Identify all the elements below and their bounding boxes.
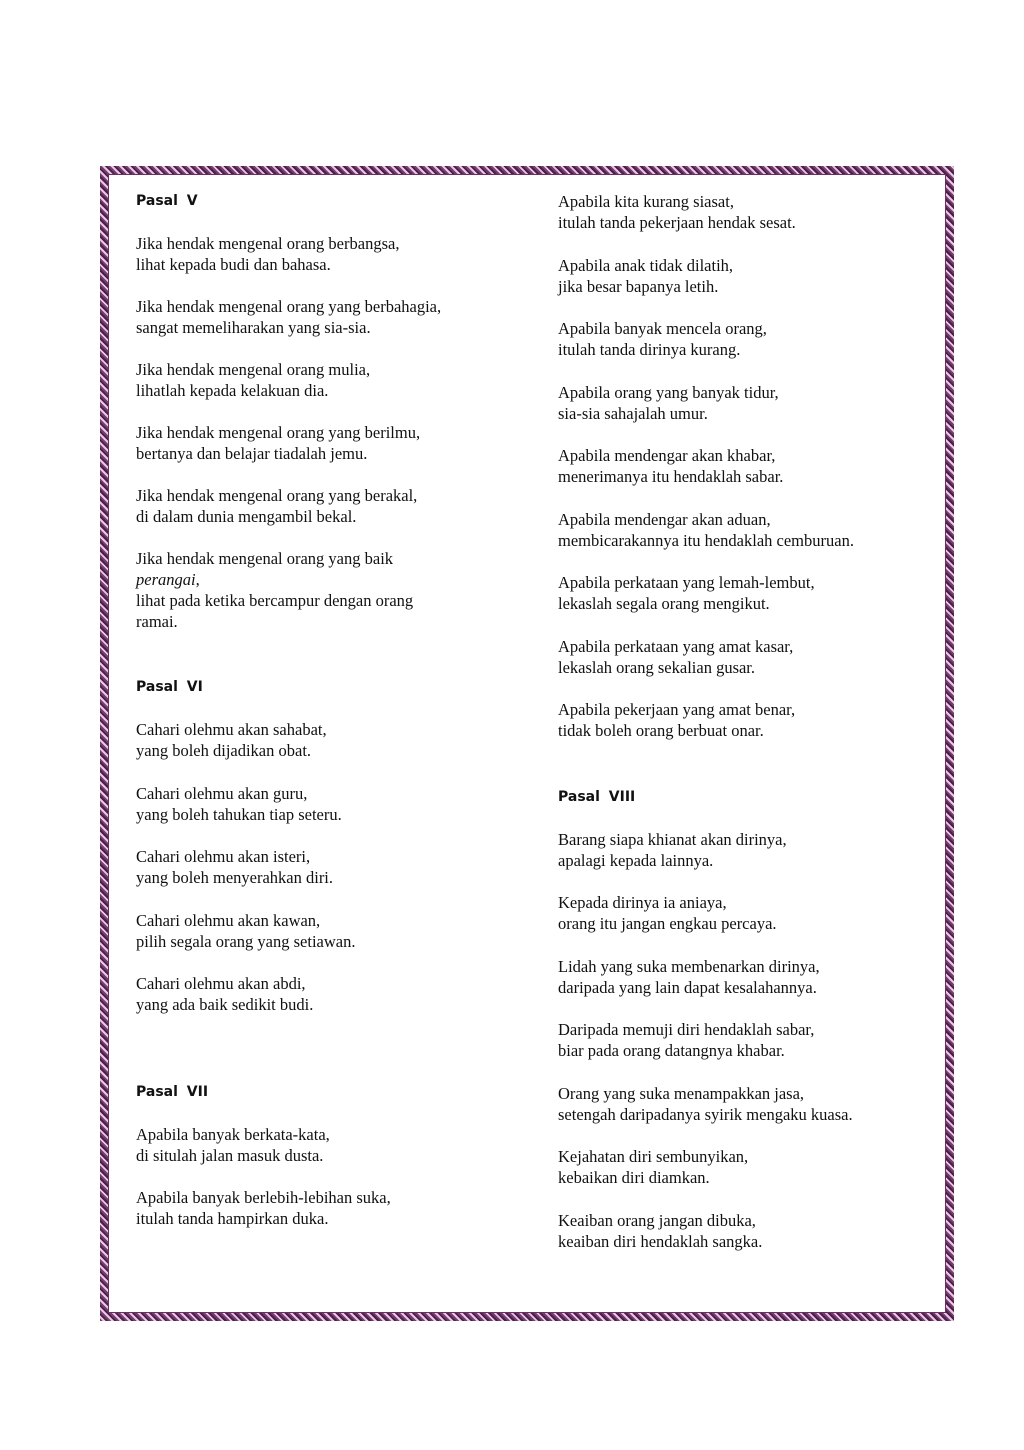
stanza-line: yang boleh tahukan tiap seteru.	[136, 804, 342, 824]
stanza-line: Apabila kita kurang siasat,	[558, 192, 734, 211]
stanza-line: lekaslah segala orang mengikut.	[558, 594, 770, 613]
stanza-line: tidak boleh orang berbuat onar.	[558, 721, 764, 740]
comma: ,	[195, 570, 200, 589]
stanza-line: yang boleh dijadikan obat.	[136, 741, 312, 760]
stanza-line: di dalam dunia mengambil bekal.	[136, 507, 357, 526]
heading-pasal-5: Pasal V	[136, 193, 198, 209]
stanza-line: lekaslah orang sekalian gusar.	[558, 657, 756, 677]
pasal-5-stanzas	[136, 233, 516, 548]
stanza-line: Apabila mendengar akan aduan,	[558, 509, 771, 529]
stanza	[558, 191, 948, 233]
stanza	[558, 829, 948, 871]
stanza-line: bertanya dan belajar tiadalah jemu.	[136, 444, 368, 463]
stanza	[558, 445, 948, 487]
stanza-line: Apabila perkataan yang amat kasar,	[558, 636, 794, 656]
pasal-8-stanzas	[558, 829, 948, 1274]
stanza-line: Jika hendak mengenal orang yang berbahagia,	[136, 297, 442, 316]
stanza-line: di situlah jalan masuk dusta.	[136, 1145, 324, 1165]
stanza	[136, 359, 516, 401]
stanza	[136, 548, 516, 632]
stanza	[136, 973, 516, 1015]
stanza	[558, 1210, 948, 1252]
right-column	[558, 191, 948, 1273]
stanza-line: Cahari olehmu akan abdi,	[136, 974, 306, 993]
stanza-line: yang ada baik sedikit budi.	[136, 995, 314, 1014]
stanza	[558, 636, 948, 678]
stanza-line: Jika hendak mengenal orang yang baik	[136, 549, 394, 568]
stanza	[558, 956, 948, 998]
pasal-7-continued-stanzas	[558, 191, 948, 763]
stanza	[558, 1019, 948, 1061]
pasal-7-stanzas	[136, 1124, 516, 1251]
stanza-line: Apabila mendengar akan khabar,	[558, 446, 776, 465]
pasal-6-stanzas	[136, 719, 516, 1037]
stanza-line: Cahari olehmu akan isteri,	[136, 847, 311, 866]
stanza-line: itulah tanda hampirkan duka.	[136, 1209, 329, 1228]
stanza	[558, 509, 948, 551]
stanza	[136, 846, 516, 888]
stanza-line: Cahari olehmu akan kawan,	[136, 910, 321, 930]
stanza	[558, 255, 948, 297]
stanza-line: menerimanya itu hendaklah sabar.	[558, 467, 784, 486]
stanza	[136, 719, 516, 761]
stanza-line: Barang siapa khianat akan dirinya,	[558, 829, 787, 849]
stanza-line: Cahari olehmu akan sahabat,	[136, 720, 327, 739]
stanza	[136, 910, 516, 952]
stanza-line: Orang yang suka menampakkan jasa,	[558, 1083, 805, 1103]
stanza-line: Apabila perkataan yang lemah-lembut,	[558, 573, 815, 592]
heading-pasal-7: Pasal VII	[136, 1083, 209, 1100]
stanza	[558, 1083, 948, 1125]
stanza-line: Jika hendak mengenal orang yang berakal,	[136, 486, 418, 505]
stanza	[136, 1124, 516, 1166]
stanza	[558, 699, 948, 741]
stanza	[136, 1187, 516, 1229]
stanza-line: itulah tanda pekerjaan hendak sesat.	[558, 213, 796, 232]
stanza-line: daripada yang lain dapat kesalahannya.	[558, 977, 817, 997]
stanza-line: Apabila orang yang banyak tidur,	[558, 382, 779, 402]
stanza-line: Cahari olehmu akan guru,	[136, 783, 308, 803]
stanza	[558, 382, 948, 424]
stanza-line: kebaikan diri diamkan.	[558, 1168, 710, 1187]
stanza-line: apalagi kepada lainnya.	[558, 850, 714, 870]
stanza	[136, 422, 516, 464]
stanza	[136, 296, 516, 338]
stanza	[558, 318, 948, 360]
stanza-line: biar pada orang datangnya khabar.	[558, 1041, 785, 1060]
stanza-line: jika besar bapanya letih.	[558, 276, 719, 296]
stanza-line: sia-sia sahajalah umur.	[558, 403, 708, 423]
heading-pasal-6: Pasal VI	[136, 679, 203, 695]
stanza-line: Apabila pekerjaan yang amat benar,	[558, 700, 796, 719]
stanza-line: lihat kepada budi dan bahasa.	[136, 255, 331, 274]
stanza-line: Kepada dirinya ia aniaya,	[558, 893, 727, 912]
stanza	[558, 892, 948, 934]
page-border	[100, 166, 954, 1321]
stanza-line: Apabila banyak berkata-kata,	[136, 1124, 330, 1144]
stanza-line: lihatlah kepada kelakuan dia.	[136, 381, 329, 400]
stanza	[558, 572, 948, 614]
stanza-line: ramai.	[136, 612, 178, 631]
stanza	[136, 233, 516, 275]
stanza-line: itulah tanda dirinya kurang.	[558, 340, 741, 359]
stanza-line: Kejahatan diri sembunyikan,	[558, 1147, 749, 1166]
stanza-line: Keaiban orang jangan dibuka,	[558, 1210, 756, 1230]
stanza	[558, 1146, 948, 1188]
heading-pasal-8: Pasal VIII	[558, 788, 636, 805]
stanza-line	[136, 569, 516, 590]
stanza-line: Apabila banyak berlebih-lebihan suka,	[136, 1188, 391, 1207]
stanza-line: setengah daripadanya syirik mengaku kuasa.	[558, 1104, 853, 1124]
stanza-line: Daripada memuji diri hendaklah sabar,	[558, 1020, 815, 1039]
stanza-line: Apabila banyak mencela orang,	[558, 319, 767, 338]
stanza-line: Apabila anak tidak dilatih,	[558, 255, 734, 275]
stanza-line: Jika hendak mengenal orang berbangsa,	[136, 234, 400, 253]
stanza-line: lihat pada ketika bercampur dengan orang	[136, 591, 414, 610]
stanza-line: Jika hendak mengenal orang yang berilmu,	[136, 423, 421, 442]
stanza-line: yang boleh menyerahkan diri.	[136, 868, 334, 887]
stanza-line: keaiban diri hendaklah sangka.	[558, 1231, 763, 1251]
stanza	[136, 783, 516, 825]
stanza-line: pilih segala orang yang setiawan.	[136, 931, 356, 951]
italic-word: perangai	[136, 570, 196, 589]
stanza-line: Lidah yang suka membenarkan dirinya,	[558, 956, 820, 976]
stanza-line: membicarakannya itu hendaklah cemburuan.	[558, 530, 854, 550]
left-column	[136, 191, 516, 1251]
stanza-line: sangat memeliharakan yang sia-sia.	[136, 318, 371, 337]
stanza-line: Jika hendak mengenal orang mulia,	[136, 360, 371, 379]
stanza	[136, 485, 516, 527]
stanza-line: orang itu jangan engkau percaya.	[558, 914, 777, 933]
